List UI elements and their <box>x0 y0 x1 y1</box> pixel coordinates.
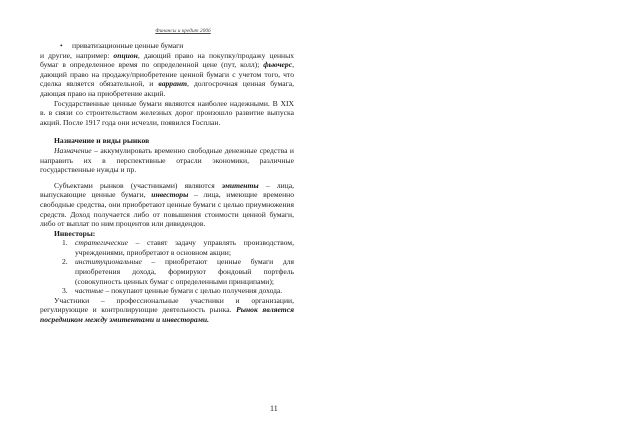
para4-text-3: – лица, имеющие временно свободные средства, они приобретают ценные бумаги с целью приумножения средств. Доход получается либо от повышения стоимости ценной бумаги, либо от выплат по ним процентов или дивидендов. <box>40 190 295 229</box>
term-futures: фьючерс <box>263 60 293 70</box>
term-option: опцион <box>113 50 138 60</box>
list-item-text: – ставят задачу управлять производством, учреждениями, приобретают в основном акции; <box>75 238 294 257</box>
term-institutional: институциональные <box>75 257 142 267</box>
paragraph-government-securities: Государственные ценные бумаги являются наиболее надежными. В XIX в. в связи со строительством железных дорог произошло развитие выпуска акций. После 1917 года они исчезли, появился Госплан. <box>40 98 294 127</box>
list-item-number: 2. <box>62 257 68 267</box>
term-strategic: стратегические <box>75 238 129 248</box>
term-purpose: Назначение <box>54 145 92 155</box>
para1-text-3: , дающий право на продажу/приобретение ценной бумаги с учетом того, что сделка является обязательной, и <box>40 60 294 89</box>
paragraph-purpose <box>40 146 294 175</box>
list-item <box>40 257 294 286</box>
list-item-body <box>75 257 294 286</box>
para5-emphasis: Рынок является посредником между эмитентами и инвесторами. <box>40 305 294 325</box>
bullet-item <box>40 41 294 51</box>
investors-heading-colon: : <box>92 228 96 238</box>
list-item-number: 1. <box>62 238 68 248</box>
term-warrant: варрант <box>158 79 188 89</box>
running-head: Финансы и кредит 2006 <box>155 28 211 34</box>
para1-text-1: и другие, например: <box>40 50 114 60</box>
list-item-body <box>75 286 294 296</box>
para5-text: Участники – профессиональные участники и организации, регулирующие и контролирующие деятельность рынка. <box>40 295 294 315</box>
investors-heading <box>40 229 294 239</box>
bullet-mark: • <box>60 41 63 50</box>
term-private: частные <box>75 286 104 296</box>
para4-text-2: – лица, выпускающие ценные бумаги, <box>40 180 294 200</box>
section-heading: Назначение и виды рынков <box>54 136 150 146</box>
document-page <box>40 28 294 325</box>
term-issuers: эмитенты <box>221 180 259 190</box>
list-item-body <box>75 238 294 257</box>
list-item-text: – приобретают ценные бумаги для приобретения дохода, формируют фондовый портфель (совокупность ценных бумаг с определенными принципами); <box>75 257 294 286</box>
para4-text-1: Субъектами рынков (участниками) являются <box>54 180 222 190</box>
list-item-text: – покупают ценные бумаги с целью получения дохода. <box>103 286 283 296</box>
paragraph-derivatives <box>40 51 294 99</box>
bullet-text: приватизационные ценные бумаги <box>72 41 184 50</box>
para1-text-4: , долгосрочная ценная бумага, дающая право на приобретение акций. <box>40 79 294 98</box>
investors-list <box>40 238 294 296</box>
list-item <box>40 286 294 296</box>
list-item-number: 3. <box>62 286 68 296</box>
page-number: 11 <box>270 404 278 413</box>
list-item <box>40 238 294 257</box>
investors-heading-text: Инвесторы <box>54 228 93 238</box>
para3-text: – аккумулировать временно свободные денежные средства и направить их в перспективные отрасли экономики, различные государственные нужды и пр. <box>40 145 294 175</box>
paragraph-subjects <box>40 181 294 229</box>
term-investors: инвесторы <box>151 190 189 200</box>
paragraph-participants <box>40 296 294 325</box>
para1-text-2: , дающий право на покупку/продажу ценных бумаг в определенное время по определенной цене (пут, колл); <box>40 50 294 70</box>
